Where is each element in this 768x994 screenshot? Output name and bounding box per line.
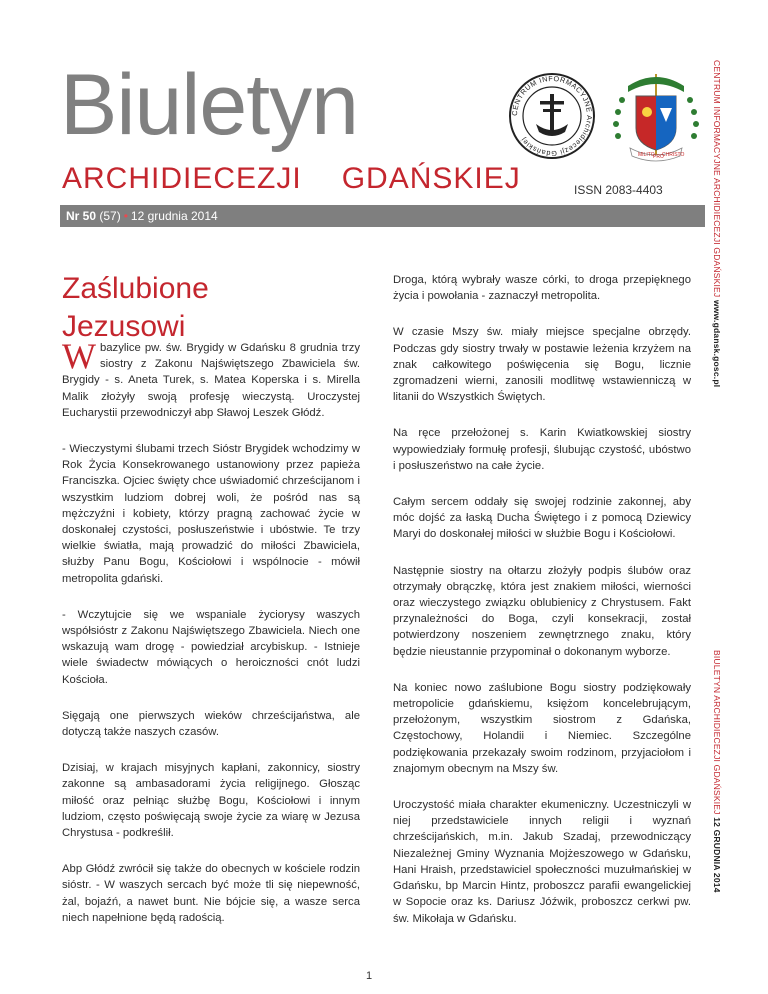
side-bottom-date: 12 GRUDNIA 2014 xyxy=(712,817,722,893)
issue-bar xyxy=(60,205,705,227)
masthead-subtitle-part2: GDAŃSKIEJ xyxy=(341,162,521,195)
issue-number-paren: (57) xyxy=(99,209,121,223)
masthead-subtitle-part1: ARCHIDIECEZJI xyxy=(62,162,302,195)
side-text-top xyxy=(712,60,722,387)
paragraph: Następnie siostry na ołtarzu złożyły podpis ślubów oraz otrzymały obrączkę, która jest znakiem miłości, wierności oraz wieczystego związku oblubienicy z Chrystusem. Fakt przynależności do Boga, czyli konsekracji, został potwierdzony noszeniem zewnętrznego znaku, który będzie nieustannie przypominał o dokonanym wyborze. xyxy=(393,564,691,658)
article-title-line2: Jezusowi xyxy=(62,310,186,343)
crest-motto-2: PRO xyxy=(653,154,664,160)
paragraph: Dzisiaj, w krajach misyjnych kapłani, zakonnicy, siostry zakonne są ambasadorami życia religijnego. Głosząc miłość oraz pełniąc służbę Bogu, Kościołowi i innym ludziom, często poświęcają swoje życie za wiarę w Jezusa Chrystusa - podkreślił. xyxy=(62,762,360,840)
paragraph: - Wczytujcie się we wspaniale życiorysy waszych współsióstr z Zakonu Najświętszego Zbawiciela. Niech one wskazują wam drogę - powiedział arcybiskup. - Istnieje wiele świadectw mówiących o heroiczności cnót ludzi Kościoła. xyxy=(62,608,360,686)
article-column-left xyxy=(62,336,360,946)
seal-text: CENTRUM INFORMACYJNE Archidiecezji Gdańskiej xyxy=(509,73,595,159)
drop-cap: W xyxy=(62,336,96,376)
article-title xyxy=(62,270,209,346)
side-top-label: CENTRUM INFORMACYJNE ARCHIDIECEZJI GDAŃSKIEJ xyxy=(712,60,722,298)
side-text-bottom xyxy=(712,650,722,893)
issue-number: Nr 50 xyxy=(66,209,97,223)
paragraph: Całym sercem oddały się swojej rodzinie zakonnej, aby móc dojść za łaską Ducha Świętego i z pomocą Dziewicy Maryi do doskonałej miłości w służbie Bogu i Kościołowi. xyxy=(393,496,691,541)
paragraph: Na koniec nowo zaślubione Bogu siostry podziękowały metropolicie gdańskiemu, księżom koncelebrującym, przełożonym, wszystkim siostrom z Gdańska, Częstochowy, Holandii i Niemiec. Szczególne podziękowania przekazały swoim rodzinom, przyjaciołom i znajomym obecnym na Mszy św. xyxy=(393,681,691,775)
archbishop-crest-logo xyxy=(608,70,704,166)
paragraph: Sięgają one pierwszych wieków chrześcijaństwa, ale dotyczą także naszych czasów. xyxy=(62,709,360,739)
crest-motto-3: CHRISTO xyxy=(662,152,685,158)
issn: ISSN 2083-4403 xyxy=(574,183,663,197)
bullet-icon: • xyxy=(123,209,128,223)
paragraph: Abp Głódź zwrócił się także do obecnych w kościele rodzin sióstr. - W waszych sercach być może tli się niepewność, żal, bojaźń, a nawet bunt. Nie bójcie się, a wasze serca niech napełnione będą radością. xyxy=(62,863,360,924)
paragraph: Wbazylice pw. św. Brygidy w Gdańsku 8 grudnia trzy siostry z Zakonu Najświętszego Zbawiciela św. Brygidy - s. Aneta Turek, s. Matea Koperska i s. Mirella Malik złożyły swoją profesję wieczystą. Uroczystej Eucharystii przewodniczył abp Sławoj Leszek Głódź. xyxy=(62,336,360,419)
centrum-informacyjne-seal-logo xyxy=(508,72,596,160)
masthead-subtitle xyxy=(62,164,521,194)
paragraph: Droga, którą wybrały wasze córki, to droga przepięknego życia i powołania - zaznaczył metropolita. xyxy=(393,274,691,303)
paragraph: - Wieczystymi ślubami trzech Sióstr Brygidek wchodzimy w Rok Życia Konsekrowanego ustanowiony przez papieża Franciszka. Ojciec święty chce uświadomić chrześcijanom i wszystkim ludziom dobrej woli, że pośród nas są mężczyźni i kobiety, którzy pragną zachować życie w doskonałej czystości, posłuszeństwie i ubóstwie. Te trzy wielkie światła, mają prowadzić do miłości Zbawiciela, służby Panu Bogu, Kościołowi i wspólnocie - mówił metropolita gdański. xyxy=(62,443,360,585)
article-title-line1: Zaślubione xyxy=(62,272,209,305)
crest-motto-1: MILITO xyxy=(638,152,655,158)
issue-date: 12 grudnia 2014 xyxy=(130,209,218,223)
paragraph: Uroczystość miała charakter ekumeniczny. Uczestniczyli w niej przedstawiciele innych religii i wyznań chrześcijańskich, m.in. Jakub Szadaj, przewodniczący Niezależnej Gminy Wyznania Mojżeszowego w Gdańsku, Hani Hraish, przedstawiciel społeczności muzułmańskiej w Gdańsku, bp Marcin Hintz, proboszcz parafii ewangelickiej w Sopocie oraz ks. Dariusz Jóźwik, proboszcz cerkwi pw. św. Mikołaja w Gdańsku. xyxy=(393,799,691,925)
side-top-url: www.gdansk.gosc.pl xyxy=(712,299,722,388)
paragraph: W czasie Mszy św. miały miejsce specjalne obrzędy. Podczas gdy siostry trwały w postawie leżenia krzyżem na znak całkowitego poświęcenia się Bogu, licznie zgromadzeni wierni, zanosili modlitwę wstawienniczą w litanii do Wszystkich Świętych. xyxy=(393,326,691,404)
masthead-title: Biuletyn xyxy=(60,57,358,153)
article-column-right xyxy=(393,272,691,947)
page-number: 1 xyxy=(366,970,373,982)
paragraph: Na ręce przełożonej s. Karin Kwiatkowskiej siostry wypowiedziały formułę profesji, ślubując czystość, ubóstwo i posłuszeństwo na całe życie. xyxy=(393,427,691,472)
side-bottom-label: BIULETYN ARCHIDIECEZJI GDAŃSKIEJ xyxy=(712,650,722,815)
